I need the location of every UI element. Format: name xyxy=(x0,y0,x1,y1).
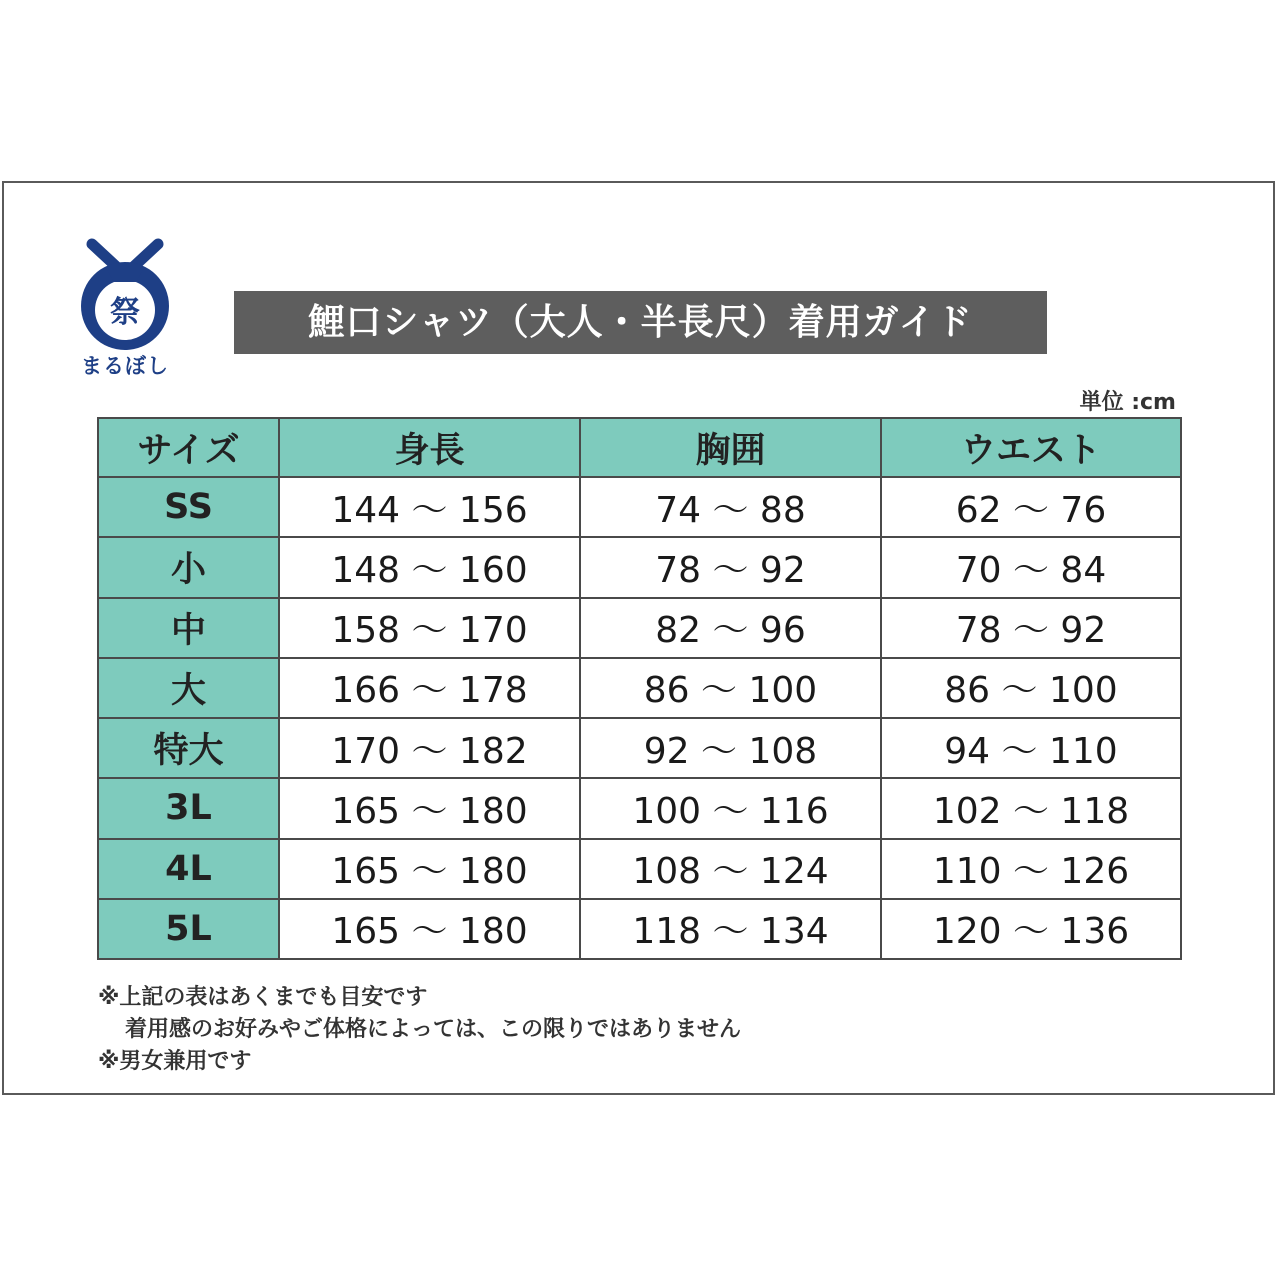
size-cell: 大 xyxy=(98,658,279,718)
waist-cell: 120 ～ 136 xyxy=(881,899,1181,959)
notes xyxy=(98,982,741,1078)
waist-cell: 78 ～ 92 xyxy=(881,598,1181,658)
waist-cell: 70 ～ 84 xyxy=(881,537,1181,597)
chest-cell: 86 ～ 100 xyxy=(580,658,881,718)
unit-label: 単位 :cm xyxy=(1079,390,1176,415)
waist-cell: 102 ～ 118 xyxy=(881,778,1181,838)
size-cell: 小 xyxy=(98,537,279,597)
waist-cell: 110 ～ 126 xyxy=(881,839,1181,899)
size-cell: 5L xyxy=(98,899,279,959)
height-cell: 165 ～ 180 xyxy=(279,778,580,838)
chest-cell: 92 ～ 108 xyxy=(580,718,881,778)
table-row xyxy=(98,658,1181,718)
table-row xyxy=(98,778,1181,838)
table-header-row xyxy=(98,418,1181,477)
table-row xyxy=(98,718,1181,778)
column-header-height: 身長 xyxy=(279,418,580,477)
height-cell: 158 ～ 170 xyxy=(279,598,580,658)
column-header-waist: ウエスト xyxy=(881,418,1181,477)
chest-cell: 74 ～ 88 xyxy=(580,477,881,537)
size-cell: 3L xyxy=(98,778,279,838)
page-title: 鯉口シャツ（大人・半長尺）着用ガイド xyxy=(234,291,1047,354)
height-cell: 165 ～ 180 xyxy=(279,839,580,899)
height-cell: 144 ～ 156 xyxy=(279,477,580,537)
table-row xyxy=(98,839,1181,899)
chest-cell: 82 ～ 96 xyxy=(580,598,881,658)
chest-cell: 100 ～ 116 xyxy=(580,778,881,838)
column-header-size: サイズ xyxy=(98,418,279,477)
note-line: ※上記の表はあくまでも目安です xyxy=(98,985,428,1010)
size-cell: 特大 xyxy=(98,718,279,778)
height-cell: 170 ～ 182 xyxy=(279,718,580,778)
size-cell: 4L xyxy=(98,839,279,899)
size-cell: 中 xyxy=(98,598,279,658)
chest-cell: 78 ～ 92 xyxy=(580,537,881,597)
waist-cell: 86 ～ 100 xyxy=(881,658,1181,718)
column-header-chest: 胸囲 xyxy=(580,418,881,477)
table-row xyxy=(98,899,1181,959)
chest-cell: 118 ～ 134 xyxy=(580,899,881,959)
table-row xyxy=(98,537,1181,597)
chest-cell: 108 ～ 124 xyxy=(580,839,881,899)
table-row xyxy=(98,598,1181,658)
size-cell: SS xyxy=(98,477,279,537)
height-cell: 165 ～ 180 xyxy=(279,899,580,959)
size-table xyxy=(97,417,1182,960)
waist-cell: 94 ～ 110 xyxy=(881,718,1181,778)
table-row xyxy=(98,477,1181,537)
waist-cell: 62 ～ 76 xyxy=(881,477,1181,537)
logo-emblem-char: 祭 xyxy=(110,295,140,330)
height-cell: 148 ～ 160 xyxy=(279,537,580,597)
note-line: ※男女兼用です xyxy=(98,1049,252,1074)
note-line: 着用感のお好みやご体格によっては、この限りではありません xyxy=(125,1017,742,1042)
logo-name: まるぼし xyxy=(81,354,169,378)
height-cell: 166 ～ 178 xyxy=(279,658,580,718)
